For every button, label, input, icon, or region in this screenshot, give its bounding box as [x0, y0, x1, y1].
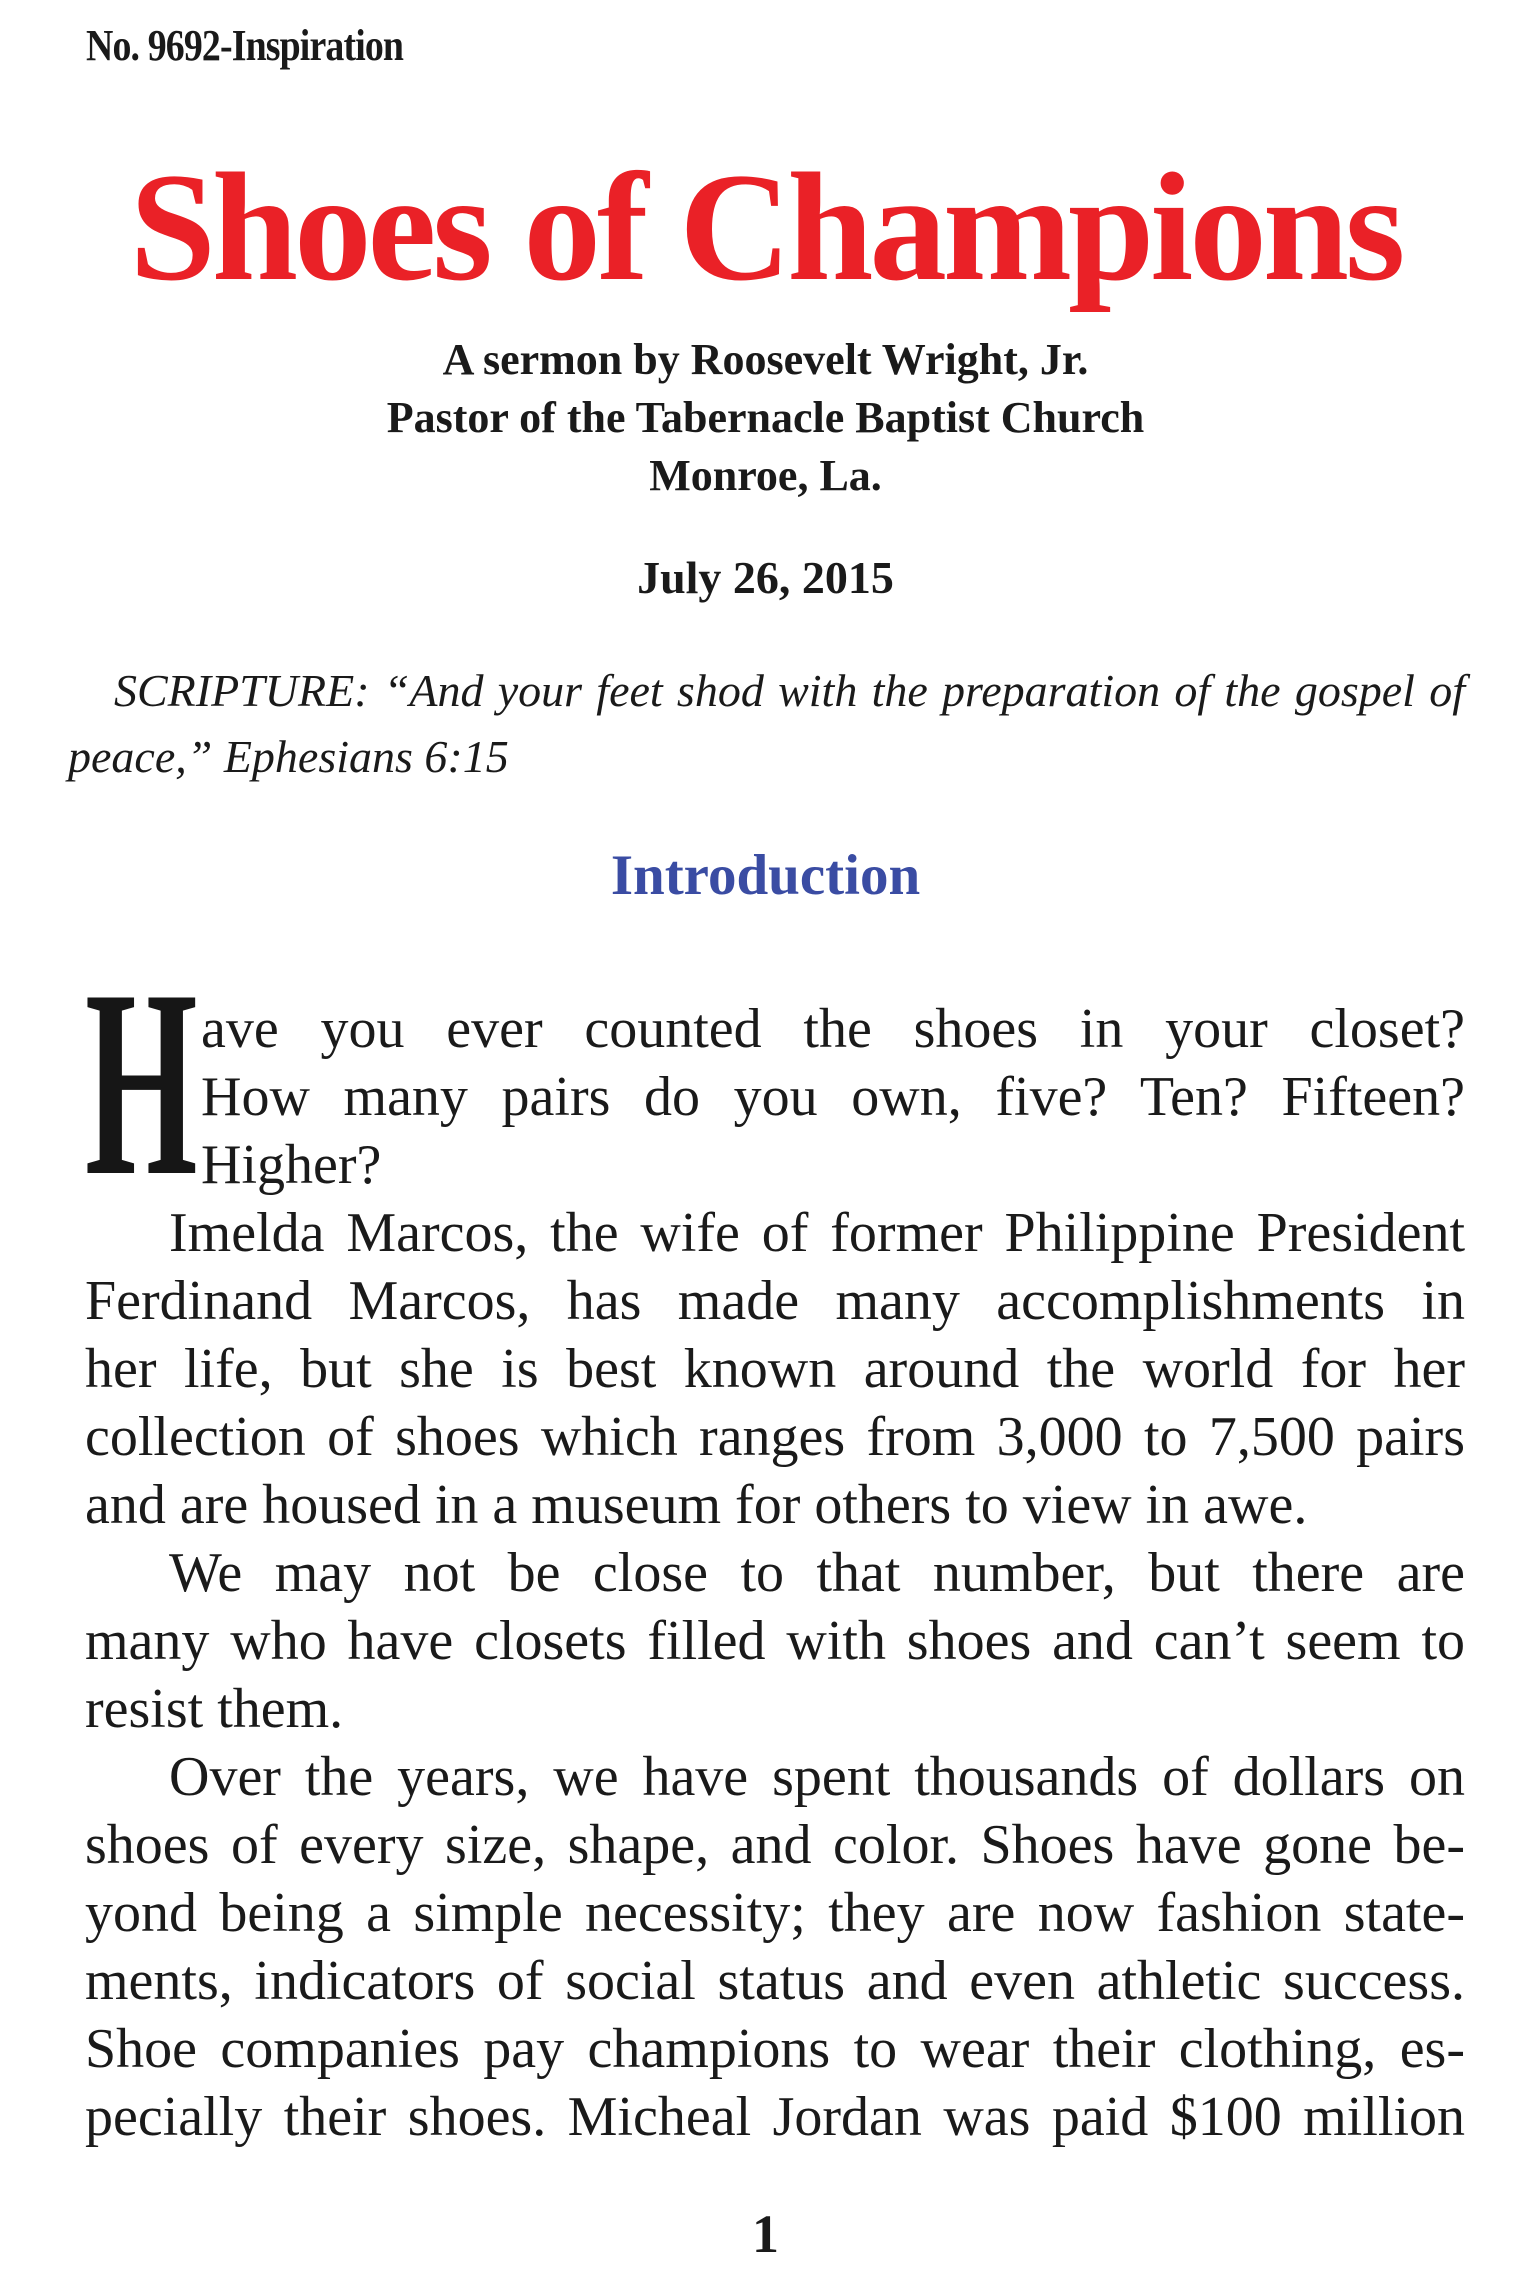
body-line: resist them. [85, 1678, 344, 1740]
body-line: ments, indicators of social status and even athletic success. [85, 1950, 1465, 2012]
byline-pastor: Pastor of the Tabernacle Baptist Church [386, 393, 1145, 442]
body-line: many who have closets filled with shoes and can’t seem to [85, 1610, 1465, 1672]
body-line: Imelda Marcos, the wife of former Philippine President [169, 1202, 1465, 1264]
scripture-line: peace,” Ephesians 6:15 [68, 731, 509, 782]
body-line: Over the years, we have spent thousands of dollars on [169, 1746, 1465, 1808]
body-line: We may not be close to that number, but there are [169, 1542, 1465, 1604]
body-line: collection of shoes which ranges from 3,000 to 7,500 pairs [85, 1406, 1465, 1468]
paragraph [85, 1199, 1465, 1539]
byline-sermon-by: A sermon by Roosevelt Wright, Jr. [442, 335, 1089, 384]
paragraph [85, 1539, 1465, 1743]
paragraph [85, 1743, 1465, 2151]
body-line: and are housed in a museum for others to view in awe. [85, 1474, 1308, 1536]
sermon-body [85, 934, 1465, 2151]
sermon-date: July 26, 2015 [637, 552, 894, 603]
page-number: 1 [752, 2204, 779, 2264]
section-heading-introduction: Introduction [610, 844, 921, 907]
body-line: How many pairs do you own, five? Ten? Fifteen? [201, 1066, 1465, 1128]
body-line: pecially their shoes. Micheal Jordan was paid $100 million [85, 2086, 1465, 2148]
body-line: Higher? [201, 1134, 382, 1196]
paragraph [85, 934, 1465, 1231]
byline-location: Monroe, La. [649, 451, 882, 500]
document-number: No. 9692-Inspiration [86, 21, 404, 70]
body-line: yond being a simple necessity; they are now fashion state- [85, 1882, 1465, 1944]
body-line: shoes of every size, shape, and color. Shoes have gone be- [85, 1814, 1465, 1876]
body-line: Ferdinand Marcos, has made many accomplishments in [85, 1270, 1465, 1332]
body-line: her life, but she is best known around the world for her [85, 1338, 1465, 1400]
body-line: Shoe companies pay champions to wear their clothing, es- [85, 2018, 1465, 2080]
scripture-block [68, 658, 1465, 790]
body-line: ave you ever counted the shoes in your closet? [201, 998, 1465, 1060]
sermon-title: Shoes of Champions [129, 141, 1402, 313]
scripture-line: SCRIPTURE: “And your feet shod with the preparation of the gospel of [114, 665, 1465, 716]
drop-cap [85, 934, 198, 1231]
drop-cap-letter: H [85, 934, 198, 1231]
